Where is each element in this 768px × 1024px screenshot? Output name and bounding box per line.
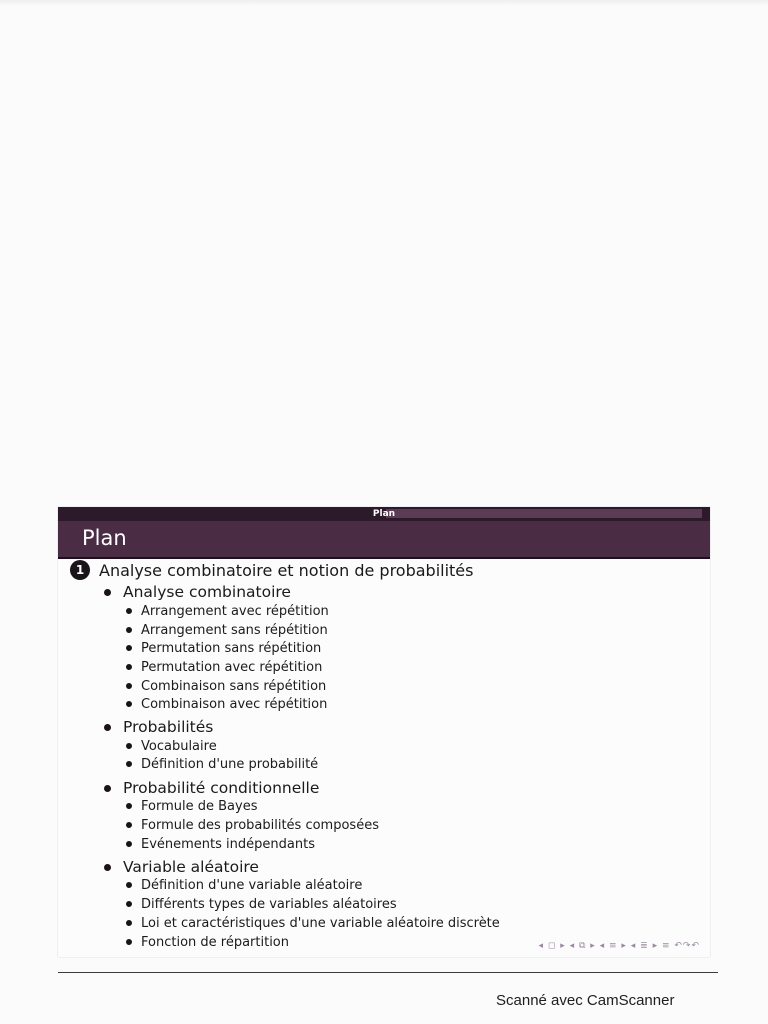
item-label: Formule des probabilités composées xyxy=(141,817,379,833)
scanner-watermark: Scanné avec CamScanner xyxy=(496,992,675,1009)
outline-item xyxy=(126,797,257,815)
outline-item xyxy=(126,695,327,713)
bullet-icon xyxy=(126,743,132,749)
item-label: Arrangement avec répétition xyxy=(141,603,329,619)
subsection-title: Probabilité conditionnelle xyxy=(123,779,320,797)
outline-item xyxy=(126,914,500,932)
outline-item xyxy=(126,895,397,913)
bullet-icon xyxy=(126,822,132,828)
item-label: Fonction de répartition xyxy=(141,934,290,950)
item-label: Définition d'une variable aléatoire xyxy=(141,877,363,893)
bullet-icon xyxy=(104,589,111,596)
bullet-icon xyxy=(126,664,132,670)
bullet-icon xyxy=(104,864,111,871)
outline-item xyxy=(126,816,379,834)
bullet-icon xyxy=(126,608,132,614)
outline-item xyxy=(126,602,329,620)
subsection-title: Variable aléatoire xyxy=(123,858,259,876)
frame-title: Plan xyxy=(82,526,127,550)
item-label: Différents types de variables aléatoires xyxy=(141,896,397,912)
bullet-icon xyxy=(126,803,132,809)
bullet-icon xyxy=(126,901,132,907)
item-label: Evénements indépendants xyxy=(141,836,315,852)
navigation-title: Plan xyxy=(372,509,396,519)
beamer-navigation-symbols[interactable]: ◂ ◻ ▸ ◂ ⧉ ▸ ◂ ≡ ▸ ◂ ≣ ▸ ≡ ↶↷↶ xyxy=(538,941,700,951)
outline-item xyxy=(126,755,318,773)
subsection-title: Analyse combinatoire xyxy=(123,583,291,601)
bullet-icon xyxy=(126,683,132,689)
page-top-shade xyxy=(0,0,768,6)
outline-item xyxy=(126,677,326,695)
item-label: Formule de Bayes xyxy=(141,798,258,814)
item-label: Loi et caractéristiques d'une variable aléatoire discrète xyxy=(141,915,500,931)
outline-subsection xyxy=(104,581,291,603)
item-label: Vocabulaire xyxy=(141,738,217,754)
bullet-icon xyxy=(126,939,132,945)
outline-item xyxy=(126,658,322,676)
outline-subsection xyxy=(104,777,319,799)
outline-item xyxy=(126,737,217,755)
outline-item xyxy=(126,639,321,657)
outline-item xyxy=(126,621,328,639)
bullet-icon xyxy=(104,785,111,792)
frame-title-bar xyxy=(58,521,710,559)
outline-item xyxy=(126,835,315,853)
item-label: Arrangement sans répétition xyxy=(141,622,328,638)
section-number-badge: 1 xyxy=(70,560,90,580)
page-divider-line xyxy=(58,972,718,973)
bullet-icon xyxy=(126,920,132,926)
bullet-icon xyxy=(126,761,132,767)
item-label: Permutation avec répétition xyxy=(141,659,323,675)
item-label: Permutation sans répétition xyxy=(141,640,322,656)
outline-section xyxy=(70,559,473,581)
outline-subsection xyxy=(104,856,259,878)
item-label: Combinaison sans répétition xyxy=(141,678,327,694)
outline-item xyxy=(126,876,362,894)
outline-subsection xyxy=(104,716,213,738)
bullet-icon xyxy=(126,841,132,847)
section-title: Analyse combinatoire et notion de probabilités xyxy=(99,560,474,580)
navigation-header xyxy=(58,507,710,521)
bullet-icon xyxy=(104,724,111,731)
item-label: Définition d'une probabilité xyxy=(141,756,319,772)
beamer-slide xyxy=(58,507,710,957)
item-label: Combinaison avec répétition xyxy=(141,696,328,712)
outline-item xyxy=(126,933,289,951)
bullet-icon xyxy=(126,701,132,707)
subsection-title: Probabilités xyxy=(123,718,214,736)
bullet-icon xyxy=(126,627,132,633)
bullet-icon xyxy=(126,882,132,888)
bullet-icon xyxy=(126,645,132,651)
